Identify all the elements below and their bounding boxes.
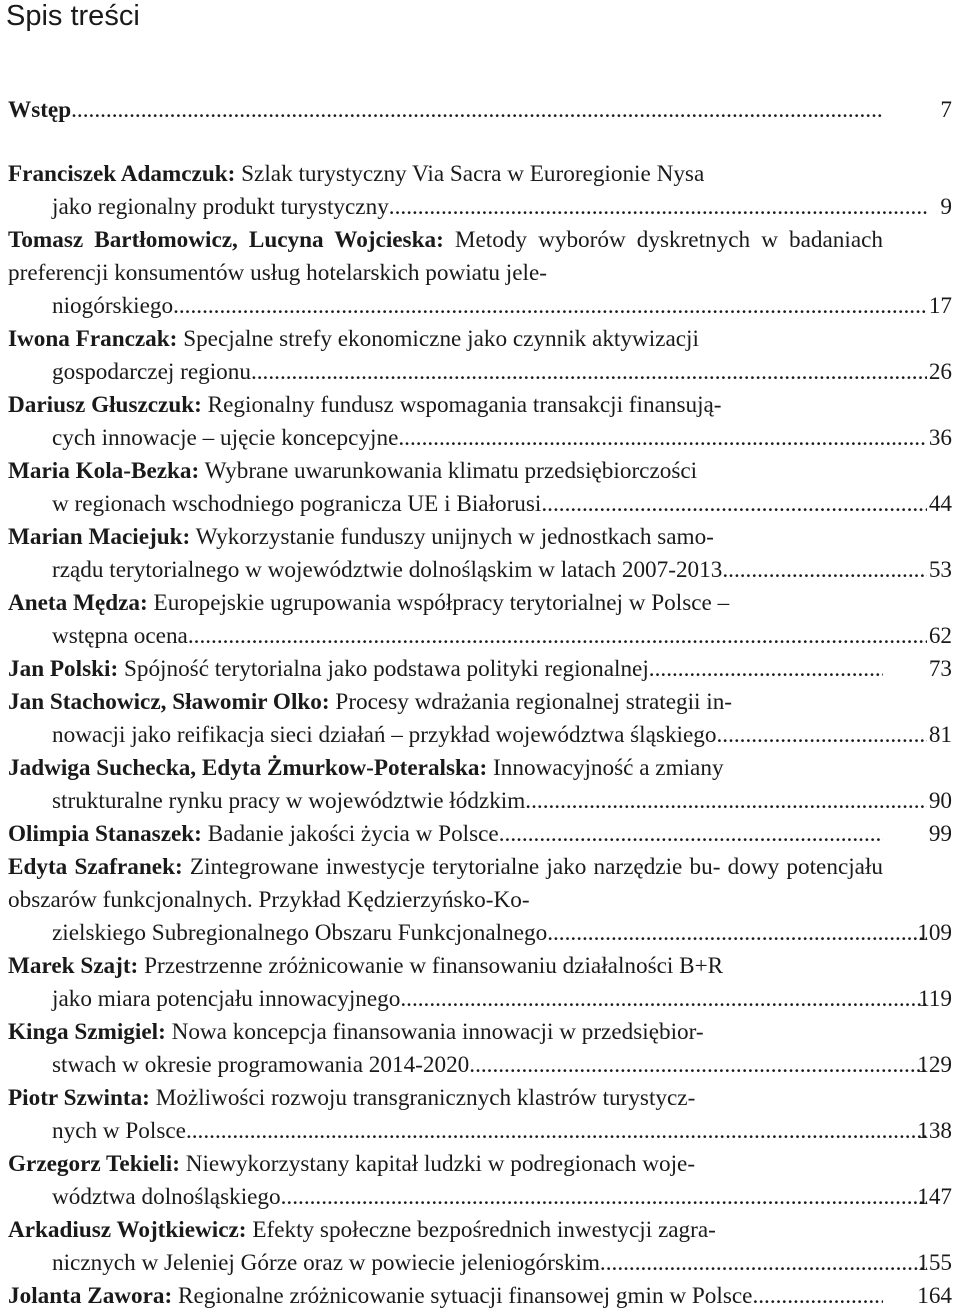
toc-entry-line xyxy=(8,422,927,455)
toc-page-number: 99 xyxy=(928,821,952,847)
toc-page-number: 81 xyxy=(928,722,952,748)
toc-entry-author: Kinga Szmigiel: xyxy=(8,1019,166,1045)
toc-entry-line xyxy=(8,1247,927,1280)
dot-leader xyxy=(71,94,883,127)
toc-entry-first-line xyxy=(8,1016,883,1049)
toc-entry[interactable] xyxy=(8,752,960,818)
toc-entry-title: Szlak turystyczny Via Sacra w Euroregionie Nysa xyxy=(241,161,705,187)
toc-entry-title-end: wództwa dolnośląskiego xyxy=(52,1184,281,1210)
dot-leader xyxy=(186,1115,927,1148)
toc-entry-title: Metody wyborów dyskretnych w badaniach preferencji konsumentów usług hotelarskich powiatu jele- xyxy=(8,227,884,286)
toc-entry-first-line xyxy=(8,455,883,488)
toc-entry-first-line xyxy=(8,686,883,719)
toc-entry[interactable] xyxy=(8,818,960,851)
toc-entry-title-end: nych w Polsce xyxy=(52,1118,186,1144)
toc-entry-author: Dariusz Głuszczuk: xyxy=(8,392,202,418)
toc-entry-author: Jolanta Zawora: xyxy=(8,1283,173,1309)
toc-entry[interactable] xyxy=(8,1148,960,1214)
toc-entry-line xyxy=(8,719,927,752)
toc-entry-title-end: jako regionalny produkt turystyczny xyxy=(52,194,389,220)
toc-entry-title-end: w regionach wschodniego pogranicza UE i Białorusi xyxy=(52,491,542,517)
toc-entry-author: Jan Stachowicz, Sławomir Olko: xyxy=(8,689,330,715)
toc-entry[interactable] xyxy=(8,686,960,752)
toc-entry-title: Przestrzenne zróżnicowanie w finansowaniu działalności B+R xyxy=(144,953,724,979)
toc-entry-author: Jan Polski: xyxy=(8,656,119,682)
toc-entry-first-line xyxy=(8,389,883,422)
toc-entry-author: Aneta Mędza: xyxy=(8,590,148,616)
toc-page-number: 17 xyxy=(928,293,952,319)
toc-entry-line xyxy=(8,983,927,1016)
toc-entry-author: Grzegorz Tekieli: xyxy=(8,1151,180,1177)
toc-entry-title-end: niogórskiego xyxy=(52,293,174,319)
toc-entry-title-end: nowacji jako reifikacja sieci działań – przykład województwa śląskiego xyxy=(52,722,717,748)
toc-page-number: 44 xyxy=(928,491,952,517)
toc-entry-author: Arkadiusz Wojtkiewicz: xyxy=(8,1217,247,1243)
toc-entry[interactable] xyxy=(8,455,960,521)
toc-page-number: 164 xyxy=(917,1283,952,1309)
toc-entry-title: Wykorzystanie funduszy unijnych w jednostkach samo- xyxy=(195,524,714,550)
toc-entry-title-end: gospodarczej regionu xyxy=(52,359,251,385)
toc-entry-title: Procesy wdrażania regionalnej strategii in- xyxy=(335,689,733,715)
toc-entry-line xyxy=(8,917,927,950)
toc-entry[interactable] xyxy=(8,1214,960,1280)
toc-entry-author: Iwona Franczak: xyxy=(8,326,178,352)
toc-page-number: 62 xyxy=(928,623,952,649)
toc-entry-author: Tomasz Bartłomowicz, Lucyna Wojcieska: xyxy=(8,227,444,253)
toc-entry-line xyxy=(8,818,883,851)
toc-entry[interactable] xyxy=(8,950,960,1016)
dot-leader xyxy=(400,983,927,1016)
toc-entry[interactable] xyxy=(8,851,960,950)
toc-entry-title-end: cych innowacje – ujęcie koncepcyjne xyxy=(52,425,399,451)
dot-leader xyxy=(398,422,927,455)
toc-entry-title: Regionalne zróżnicowanie sytuacji finansowej gmin w Polsce xyxy=(178,1283,753,1309)
toc-entry-title-end: rządu terytorialnego w województwie dolnośląskim w latach 2007-2013 xyxy=(52,557,723,583)
toc-entry[interactable] xyxy=(8,1016,960,1082)
toc-entry-first-line xyxy=(8,950,883,983)
toc-entry-first-line xyxy=(8,521,883,554)
toc-entry-intro[interactable] xyxy=(8,94,960,127)
toc-page-number: 147 xyxy=(917,1184,952,1210)
dot-leader xyxy=(541,488,927,521)
toc-entry-line xyxy=(8,1280,883,1313)
toc-entry-author: Franciszek Adamczuk: xyxy=(8,161,236,187)
toc-entry[interactable] xyxy=(8,323,960,389)
toc-entry-line xyxy=(8,785,927,818)
toc-entry-author: Jadwiga Suchecka, Edyta Żmurkow-Poteralska: xyxy=(8,755,488,781)
dot-leader xyxy=(752,1280,883,1313)
toc-entry-first-line xyxy=(8,1214,883,1247)
toc-entry-title: Niewykorzystany kapitał ludzki w podregionach woje- xyxy=(185,1151,696,1177)
toc-entry-line xyxy=(8,94,883,127)
toc-entry-title-end: stwach w okresie programowania 2014-2020 xyxy=(52,1052,470,1078)
toc-entry-first-line xyxy=(8,1082,883,1115)
toc-entry-title-end: jako miara potencjału innowacyjnego xyxy=(52,986,401,1012)
toc-entry-first-line xyxy=(8,158,883,191)
dot-leader xyxy=(649,653,883,686)
toc-entry-line xyxy=(8,1115,927,1148)
toc-entry-title: Wstęp xyxy=(8,97,72,123)
toc-entry-line xyxy=(8,191,927,224)
dot-leader xyxy=(469,1049,927,1082)
toc-entry-author: Olimpia Stanaszek: xyxy=(8,821,202,847)
toc-entry-author: Piotr Szwinta: xyxy=(8,1085,150,1111)
toc-entry-author: Maria Kola-Bezka: xyxy=(8,458,200,484)
toc-page-number: 9 xyxy=(940,194,952,220)
toc-entry-line xyxy=(8,290,927,323)
dot-leader xyxy=(173,290,927,323)
toc-entry-title: Spójność terytorialna jako podstawa polityki regionalnej xyxy=(123,656,649,682)
toc-page-number: 109 xyxy=(917,920,952,946)
toc-entry-title: Badanie jakości życia w Polsce xyxy=(207,821,499,847)
toc-entry-title: Efekty społeczne bezpośrednich inwestycji zagra- xyxy=(252,1217,716,1243)
toc-page-number: 36 xyxy=(928,425,952,451)
toc-page-number: 26 xyxy=(928,359,952,385)
toc-entry-title-end: zielskiego Subregionalnego Obszaru Funkcjonalnego xyxy=(52,920,548,946)
toc-entry-title: Innowacyjność a zmiany xyxy=(493,755,724,781)
toc-entry-title: Możliwości rozwoju transgranicznych klastrów turystycz- xyxy=(155,1085,696,1111)
toc-entry-title: Nowa koncepcja finansowania innowacji w przedsiębior- xyxy=(171,1019,704,1045)
toc-entry-title: Zintegrowane inwestycje terytorialne jako narzędzie bu- dowy potencjału obszarów funkcjonalnych. Przykład Kędzierzyńsko-Ko- xyxy=(8,854,884,913)
toc-entry[interactable] xyxy=(8,521,960,587)
toc-entry[interactable] xyxy=(8,389,960,455)
toc-entry[interactable] xyxy=(8,158,960,224)
toc-page-number: 90 xyxy=(928,788,952,814)
toc-entry-title-end: wstępna ocena xyxy=(52,623,188,649)
dot-leader xyxy=(525,785,927,818)
dot-leader xyxy=(281,1181,927,1214)
toc-entry-line xyxy=(8,1049,927,1082)
toc-entry-author: Marek Szajt: xyxy=(8,953,139,979)
toc-entry-line xyxy=(8,653,883,686)
toc-page-number: 119 xyxy=(918,986,952,1012)
toc-entry-first-line xyxy=(8,323,883,356)
dot-leader xyxy=(251,356,927,389)
toc-entry-line xyxy=(8,620,927,653)
dot-leader xyxy=(188,620,927,653)
toc-entry-first-line xyxy=(8,752,883,785)
toc-entry[interactable] xyxy=(8,587,960,653)
dot-leader xyxy=(389,191,927,224)
toc-entry[interactable] xyxy=(8,1082,960,1148)
toc-entry-line xyxy=(8,1181,927,1214)
toc-entry-title-end: strukturalne rynku pracy w województwie łódzkim xyxy=(52,788,526,814)
toc-entry-author: Edyta Szafranek: xyxy=(8,854,183,880)
dot-leader xyxy=(600,1247,927,1280)
toc-entry-first-line xyxy=(8,224,883,290)
toc-entry-line xyxy=(8,356,927,389)
toc-entry-line xyxy=(8,554,927,587)
toc-entry-title: Wybrane uwarunkowania klimatu przedsiębiorczości xyxy=(204,458,698,484)
toc-entry-first-line xyxy=(8,851,883,917)
toc-entry[interactable] xyxy=(8,224,960,323)
toc-entry-title: Regionalny fundusz wspomagania transakcji finansują- xyxy=(207,392,722,418)
dot-leader xyxy=(499,818,883,851)
toc-page-number: 53 xyxy=(928,557,952,583)
page-title: Spis treści xyxy=(6,0,140,32)
toc-entry-title: Specjalne strefy ekonomiczne jako czynnik aktywizacji xyxy=(183,326,699,352)
toc-entry-line xyxy=(8,488,927,521)
toc-page-number: 155 xyxy=(917,1250,952,1276)
toc-entry-title: Europejskie ugrupowania współpracy terytorialnej w Polsce – xyxy=(153,590,730,616)
toc-page-number: 73 xyxy=(928,656,952,682)
toc-entry-first-line xyxy=(8,587,883,620)
toc-entry-title-end: nicznych w Jeleniej Górze oraz w powiecie jeleniogórskim xyxy=(52,1250,600,1276)
table-of-contents xyxy=(8,94,960,1313)
toc-page-number: 138 xyxy=(917,1118,952,1144)
toc-entry[interactable] xyxy=(8,1280,960,1313)
toc-page-number: 129 xyxy=(917,1052,952,1078)
toc-entry-first-line xyxy=(8,1148,883,1181)
dot-leader xyxy=(547,917,927,950)
toc-entry-list xyxy=(8,158,960,1313)
toc-entry-author: Marian Maciejuk: xyxy=(8,524,191,550)
toc-page-number: 7 xyxy=(940,97,952,123)
toc-entry[interactable] xyxy=(8,653,960,686)
